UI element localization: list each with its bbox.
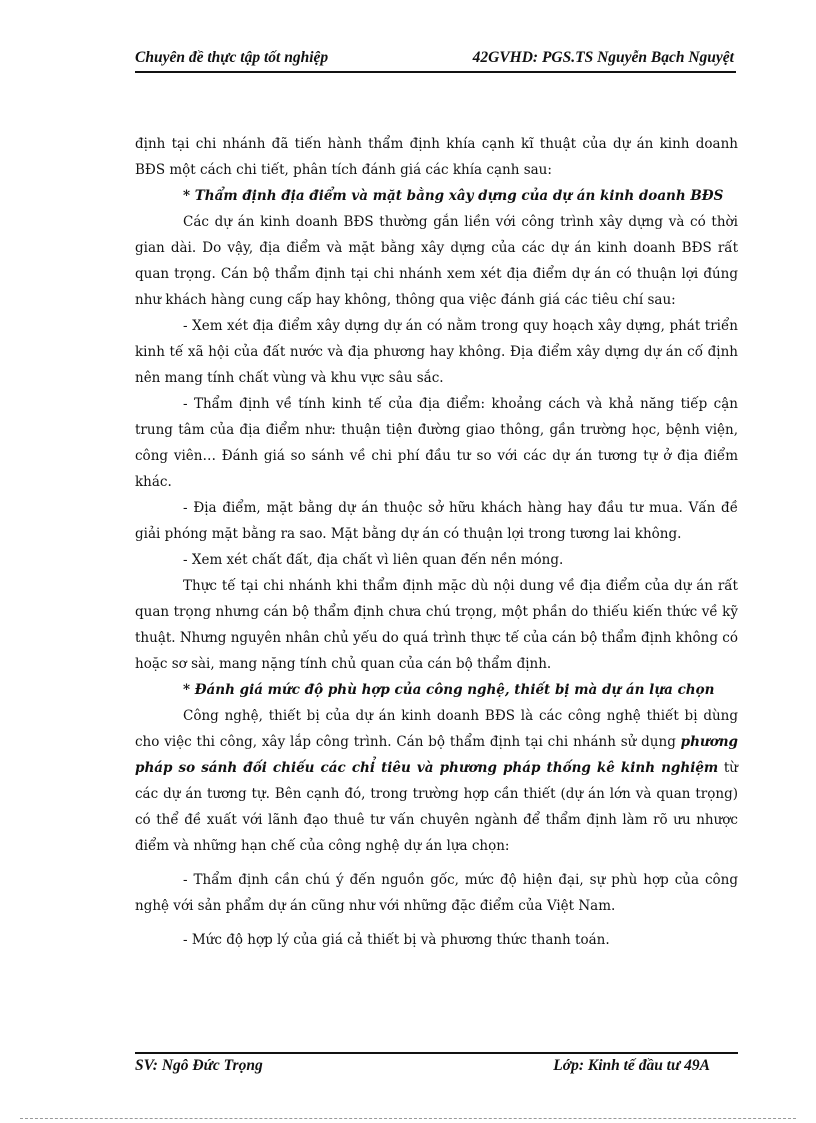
list-item: - Thẩm định về tính kinh tế của địa điểm: khoảng cách và khả năng tiếp cận trung tâm của địa điểm như: thuận tiện đường giao thông, gần trường học, bệnh viện, công viên… Đánh giá so sánh về chi phí đầu tư so với các dự án tương tự ở địa điểm khác.	[135, 396, 738, 490]
page-number-advisor: 42GVHD: PGS.TS Nguyễn Bạch Nguyệt	[472, 49, 734, 66]
section-heading: * Thẩm định địa điểm và mặt bằng xây dựng của dự án kinh doanh BĐS	[183, 188, 724, 204]
paragraph: Các dự án kinh doanh BĐS thường gắn liền với công trình xây dựng và có thời gian dài. Do vậy, địa điểm và mặt bằng xây dựng của các dự án kinh doanh BĐS rất quan trọng. Cán bộ thẩm định tại chi nhánh xem xét địa điểm dự án có thuận lợi đúng như khách hàng cung cấp hay không, thông qua việc đánh giá các tiêu chí sau:	[135, 214, 738, 308]
paragraph-text: Công nghệ, thiết bị của dự án kinh doanh BĐS là các công nghệ thiết bị dùng cho việc thi công, xây lắp công trình. Cán bộ thẩm định tại chi nhánh sử dụng	[135, 708, 738, 750]
paragraph	[135, 703, 738, 859]
class-name: Lớp: Kinh tế đầu tư 49A	[553, 1057, 710, 1074]
page-header	[135, 47, 736, 73]
footer-divider	[135, 1052, 738, 1054]
list-item: - Xem xét địa điểm xây dựng dự án có nằm trong quy hoạch xây dựng, phát triển kinh tế xã hội của đất nước và địa phương hay không. Địa điểm xây dựng dự án cố định nên mang tính chất vùng và khu vực sâu sắc.	[135, 318, 738, 386]
list-item: - Thẩm định cần chú ý đến nguồn gốc, mức độ hiện đại, sự phù hợp của công nghệ với sản phẩm dự án cũng như với những đặc điểm của Việt Nam.	[135, 872, 738, 914]
student-name: SV: Ngô Đức Trọng	[135, 1057, 263, 1074]
paragraph: Thực tế tại chi nhánh khi thẩm định mặc dù nội dung về địa điểm của dự án rất quan trọng nhưng cán bộ thẩm định chưa chú trọng, một phần do thiếu kiến thức về kỹ thuật. Nhưng nguyên nhân chủ yếu do quá trình thực tế của cán bộ thẩm định không có hoặc sơ sài, mang nặng tính chủ quan của cán bộ thẩm định.	[135, 578, 738, 672]
document-body	[135, 131, 738, 953]
paragraph: định tại chi nhánh đã tiến hành thẩm định khía cạnh kĩ thuật của dự án kinh doanh BĐS một cách chi tiết, phân tích đánh giá các khía cạnh sau:	[135, 136, 738, 178]
page-boundary	[20, 1118, 796, 1119]
list-item: - Mức độ hợp lý của giá cả thiết bị và phương thức thanh toán.	[183, 932, 610, 948]
document-title: Chuyên đề thực tập tốt nghiệp	[135, 49, 329, 66]
page-footer	[135, 1057, 710, 1079]
list-item: - Xem xét chất đất, địa chất vì liên quan đến nền móng.	[183, 552, 564, 568]
paragraph-text: từ các dự án tương tự. Bên cạnh đó, trong trường hợp cần thiết (dự án lớn và quan trọng) có thể đề xuất với lãnh đạo thuê tư vấn chuyên ngành để thẩm định làm rõ ưu nhược điểm và những hạn chế của công nghệ dự án lựa chọn:	[135, 760, 738, 854]
section-heading: * Đánh giá mức độ phù hợp của công nghệ, thiết bị mà dự án lựa chọn	[183, 682, 715, 698]
list-item: - Địa điểm, mặt bằng dự án thuộc sở hữu khách hàng hay đầu tư mua. Vấn đề giải phóng mặt bằng ra sao. Mặt bằng dự án có thuận lợi trong tương lai không.	[135, 500, 738, 542]
emphasized-text: phương pháp so sánh đối chiếu các chỉ tiêu và phương pháp thống kê kinh nghiệm	[135, 734, 738, 776]
